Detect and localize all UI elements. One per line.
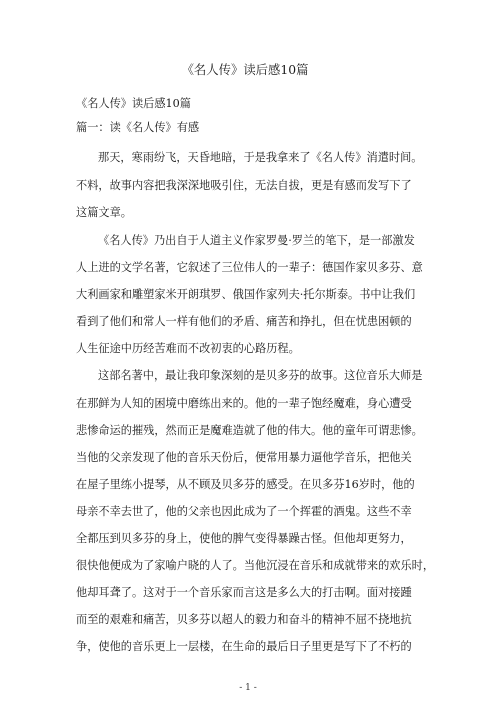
text-line: 大利画家和雕塑家米开朗琪罗、俄国作家列夫·托尔斯泰。书中让我们	[76, 288, 416, 301]
text-line: 当他的父亲发现了他的音乐天份后，便常用暴力逼他学音乐，把他关	[76, 451, 412, 464]
text-line: 人上进的文学名著，它叙述了三位伟人的一辈子：德国作家贝多芬、意	[76, 261, 423, 274]
page-number: - 1 -	[239, 683, 257, 693]
text-line: 而至的艰难和痛苦，贝多芬以超人的毅力和奋斗的精神不屈不挠地抗	[76, 613, 412, 626]
text-line: 《名人传》读后感10篇	[76, 97, 191, 110]
text-line: 不料，故事内容把我深深地吸引住，无法自拔，更是有感而发写下了	[76, 179, 412, 192]
text-line: 《名人传》乃出自于人道主义作家罗曼·罗兰的笔下，是一部激发	[98, 234, 415, 247]
text-line: 篇一：读《名人传》有感	[76, 121, 200, 134]
text-line: 看到了他们和常人一样有他们的矛盾、痛苦和挣扎，但在忧患困顿的	[76, 315, 412, 328]
text-line: 很快他便成为了家喻户晓的人了。当他沉浸在音乐和成就带来的欢乐时，	[76, 559, 435, 572]
document-title: 《名人传》读后感10篇	[181, 62, 309, 77]
text-line: 他却耳聋了。这对于一个音乐家而言这是多么大的打击啊。面对接踵	[76, 586, 412, 599]
text-line: 这篇文章。	[76, 206, 132, 219]
text-line: 母亲不幸去世了，他的父亲也因此成为了一个挥霍的酒鬼。这些不幸	[76, 505, 412, 518]
text-line: 这部名著中，最让我印象深刻的是贝多芬的故事。这位音乐大师是	[98, 369, 423, 382]
text-line: 全都压到贝多芬的身上，使他的脾气变得暴躁古怪。但他却更努力，	[76, 532, 412, 545]
text-line: 争，使他的音乐更上一层楼，在生命的最后日子里更是写下了不朽的	[76, 640, 412, 653]
text-line: 在屋子里练小提琴，从不顾及贝多芬的感受。在贝多芬16岁时，他的	[76, 478, 415, 491]
text-line: 人生征途中历经苦难而不改初衷的心路历程。	[76, 342, 300, 355]
text-line: 那天，寒雨纷飞，天昏地暗，于是我拿来了《名人传》消遣时间。	[98, 151, 423, 164]
text-line: 悲惨命运的摧残，然而正是魔难造就了他的伟大。他的童年可谓悲惨。	[76, 424, 423, 437]
text-line: 在那鲜为人知的困境中磨练出来的。他的一辈子饱经魔难，身心遭受	[76, 397, 412, 410]
